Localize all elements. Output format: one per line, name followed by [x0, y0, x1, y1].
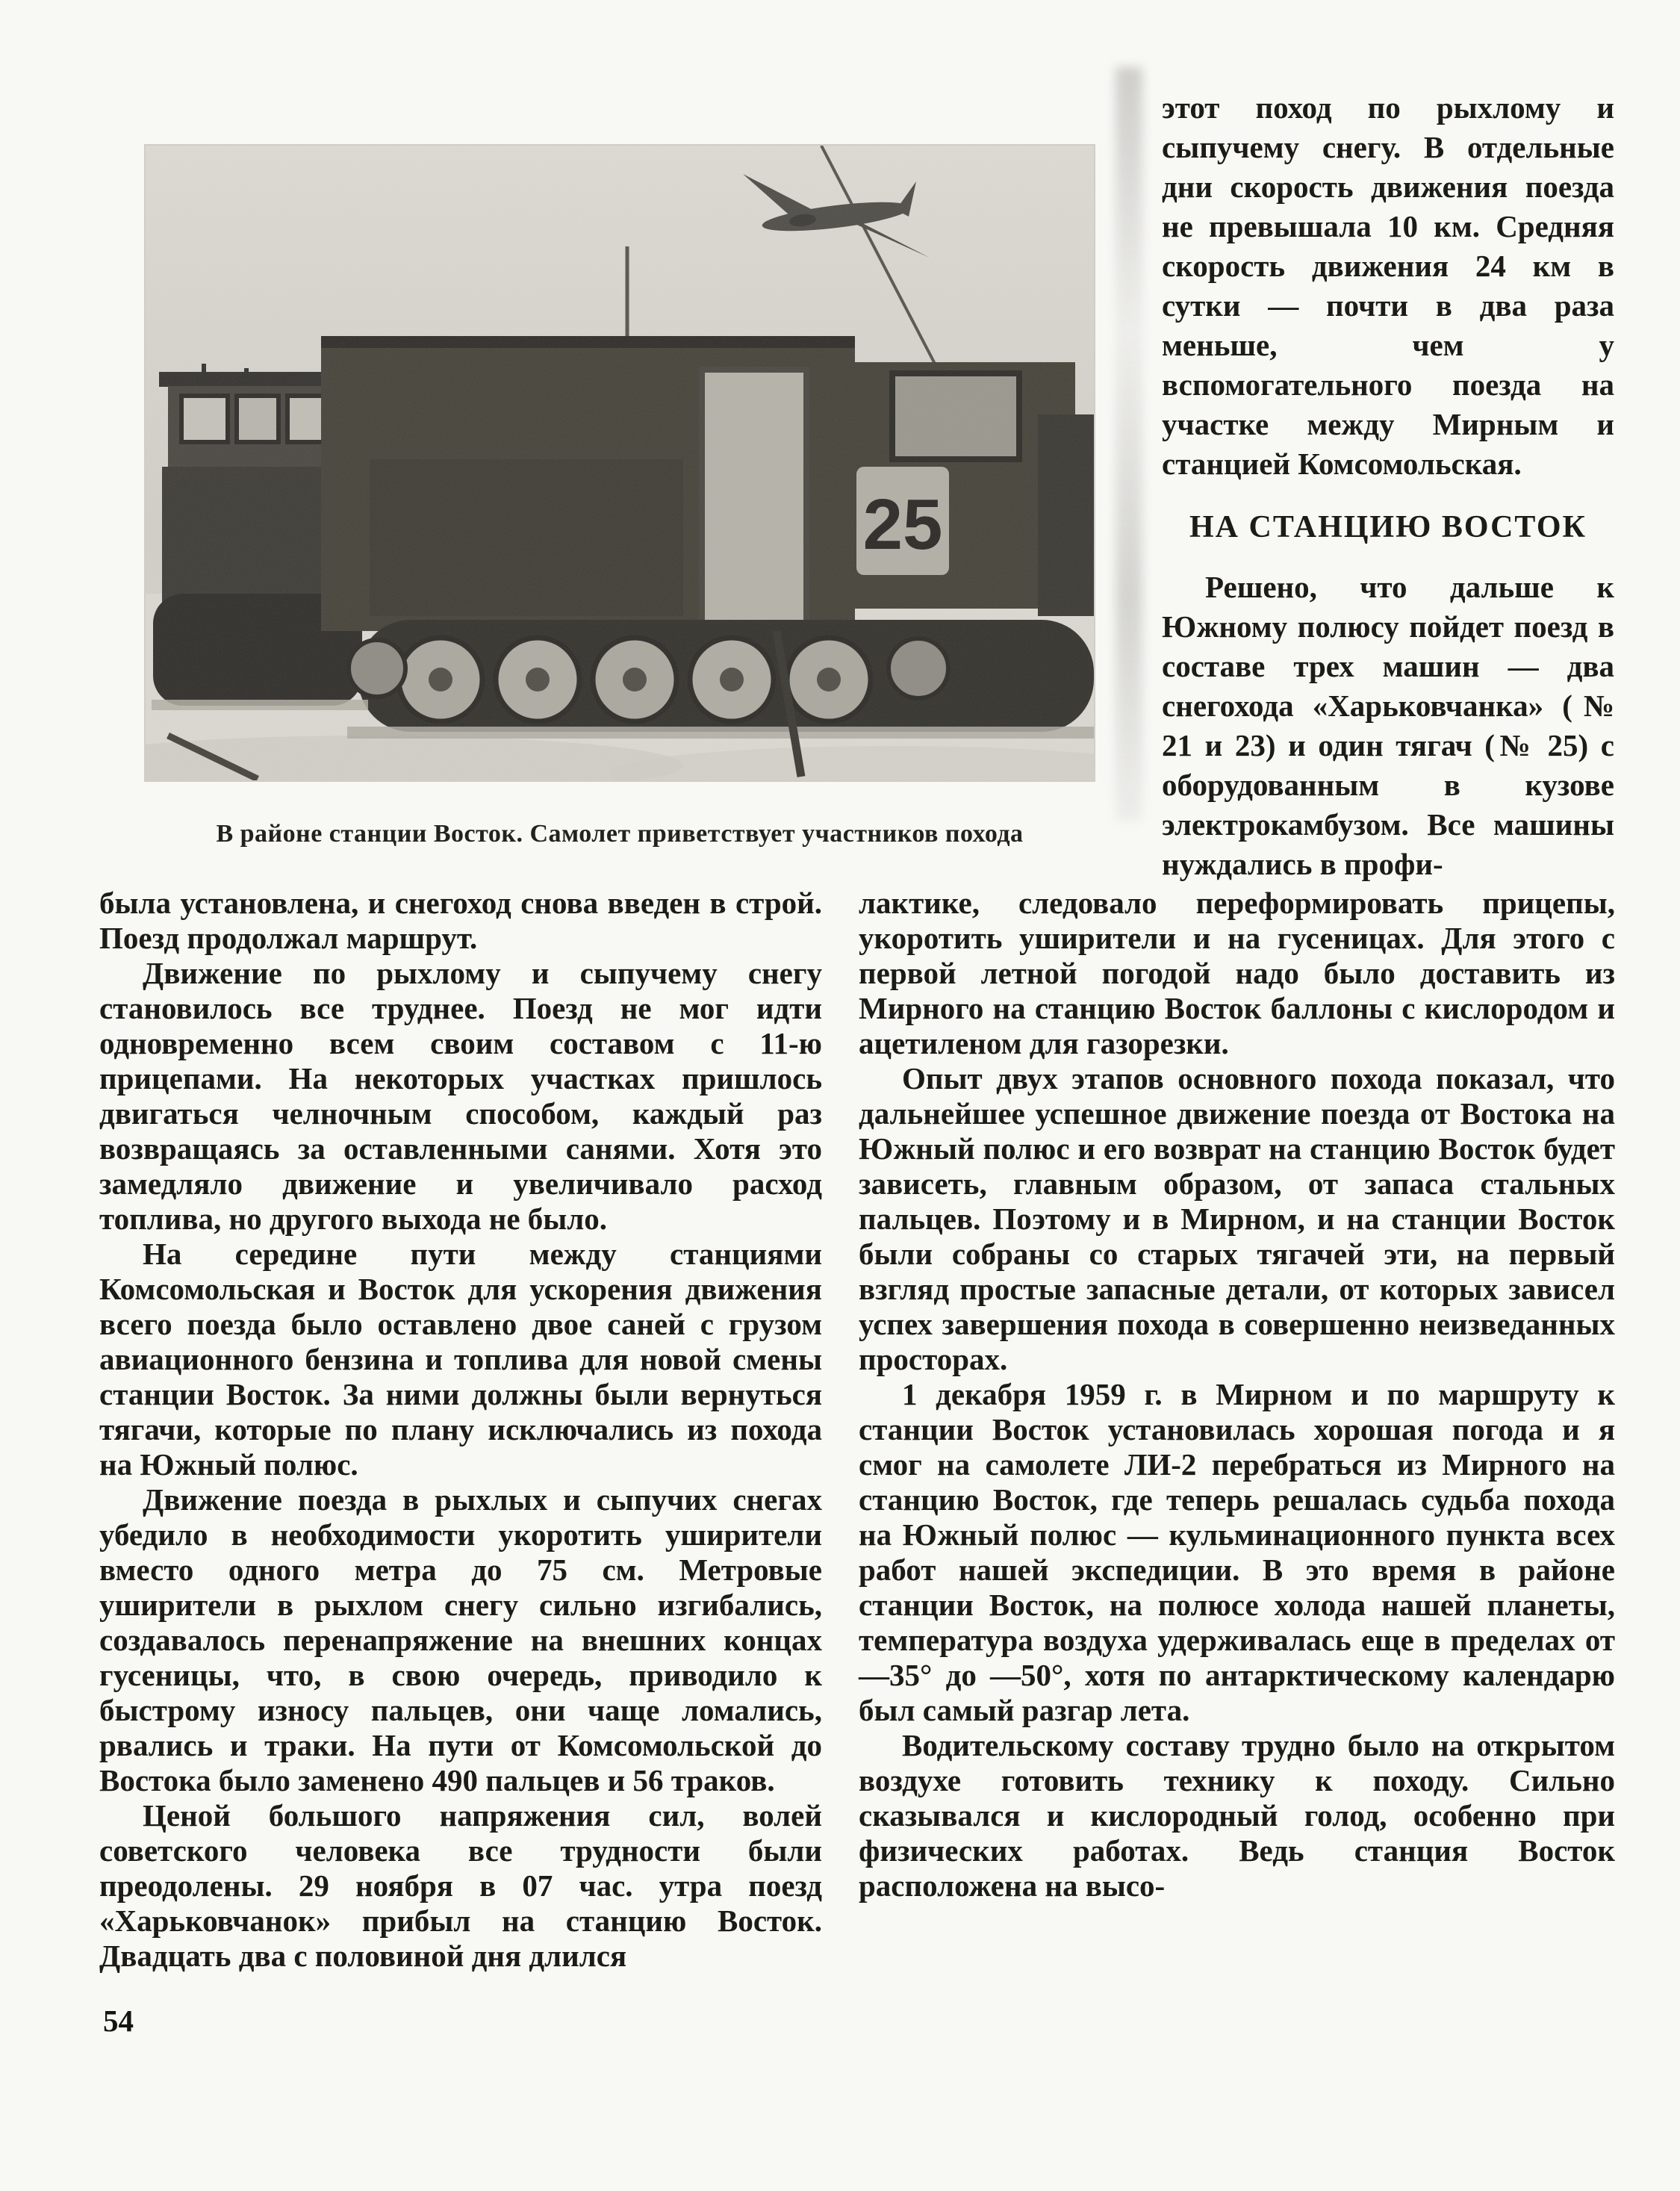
paragraph: На середине пути между станциями Комсомольская и Восток для ускорения движения всего поезда было оставлено двое саней с грузом авиационного бензина и топлива для новой смены станции Восток. За ними должны были вернуться тягачи, которые по плану исключались из похода на Южный полюс.: [99, 1237, 822, 1482]
column-left: [99, 886, 822, 1974]
scan-gutter-artifact: [1116, 67, 1142, 821]
paragraph: Движение поезда в рыхлых и сыпучих снегах убедило в необходимости укоротить уширители вместо одного метра до 75 см. Метровые уширители в рыхлом снегу сильно изгибались, создавалось перенапряжение на внешних концах гусеницы, что, в свою очередь, приводило к быстрому износу пальцев, они чаще ломались, рвались и траки. На пути от Комсомольской до Востока было заменено 490 пальцев и 56 траков.: [99, 1482, 822, 1797]
page-number: 54: [103, 2004, 134, 2038]
paragraph: была установлена, и снегоход снова введен в строй. Поезд продолжал маршрут.: [99, 886, 822, 955]
photo-caption: В районе станции Восток. Самолет приветствует участников похода: [216, 820, 1024, 848]
paragraph: лактике, следовало переформировать прицепы, укоротить уширители и на гусеницах. Для этого с первой летной погодой надо было доставить из Мирного на станцию Восток баллоны с кислородом и ацетиленом для газорезки.: [859, 886, 1615, 1060]
expedition-photo: [146, 146, 1094, 780]
paragraph: Ценой большого напряжения сил, волей советского человека все трудности были преодолены. 29 ноября в 07 час. утра поезд «Харьковчанок» прибыл на станцию Восток. Двадцать два с половиной дня длился: [99, 1798, 822, 1973]
column-right: [859, 886, 1615, 1903]
paragraph: Решено, что дальше к Южному полюсу пойдет поезд в составе трех машин — два снегохода «Харьковчанка» (№ 21 и 23) и один тягач (№ 25) с оборудованным в кузове электрокамбузом. Все машины нуждались в профи-: [1162, 570, 1614, 881]
photo-grain: [146, 146, 1094, 780]
paragraph: этот поход по рыхлому и сыпучему снегу. В отдельные дни скорость движения поезда не превышала 10 км. Средняя скорость движения 24 км в сутки — почти в два раза меньше, чем у вспомогательного поезда на участке между Мирным и станцией Комсомольская.: [1162, 90, 1614, 481]
paragraph: 1 декабря 1959 г. в Мирном и по маршруту к станции Восток установилась хорошая погода и я смог на самолете ЛИ-2 перебраться из Мирного на станцию Восток, где теперь решалась судьба похода на Южный полюс — кульминационного пункта всех работ нашей экспедиции. В это время в районе станции Восток, на полюсе холода нашей планеты, температура воздуха удерживалась еще в пределах от —35° до —50°, хотя по антарктическому календарю был самый разгар лета.: [859, 1377, 1615, 1727]
photo-illustration: [146, 146, 1094, 780]
paragraph: Опыт двух этапов основного похода показал, что дальнейшее успешное движение поезда от Востока на Южный полюс и его возврат на станцию Восток будет зависеть, главным образом, от запаса стальных пальцев. Поэтому и в Мирном, и на станции Восток были собраны со старых тягачей эти, на первый взгляд простые запасные детали, от которых зависел успех завершения похода в совершенно неизведанных просторах.: [859, 1061, 1615, 1376]
section-heading: НА СТАНЦИЮ ВОСТОК: [1189, 510, 1587, 544]
column-top-right: [1162, 88, 1614, 884]
paragraph: Движение по рыхлому и сыпучему снегу становилось все труднее. Поезд не мог идти одновременно всем своим составом с 11-ю прицепами. На некоторых участках пришлось двигаться челночным способом, каждый раз возвращаясь за оставленными санями. Хотя это замедляло движение и увеличивало расход топлива, но другого выхода не было.: [99, 956, 822, 1236]
paragraph: Водительскому составу трудно было на открытом воздухе готовить технику к походу. Сильно сказывался и кислородный голод, особенно при физических работах. Ведь станция Восток расположена на высо-: [859, 1728, 1615, 1903]
